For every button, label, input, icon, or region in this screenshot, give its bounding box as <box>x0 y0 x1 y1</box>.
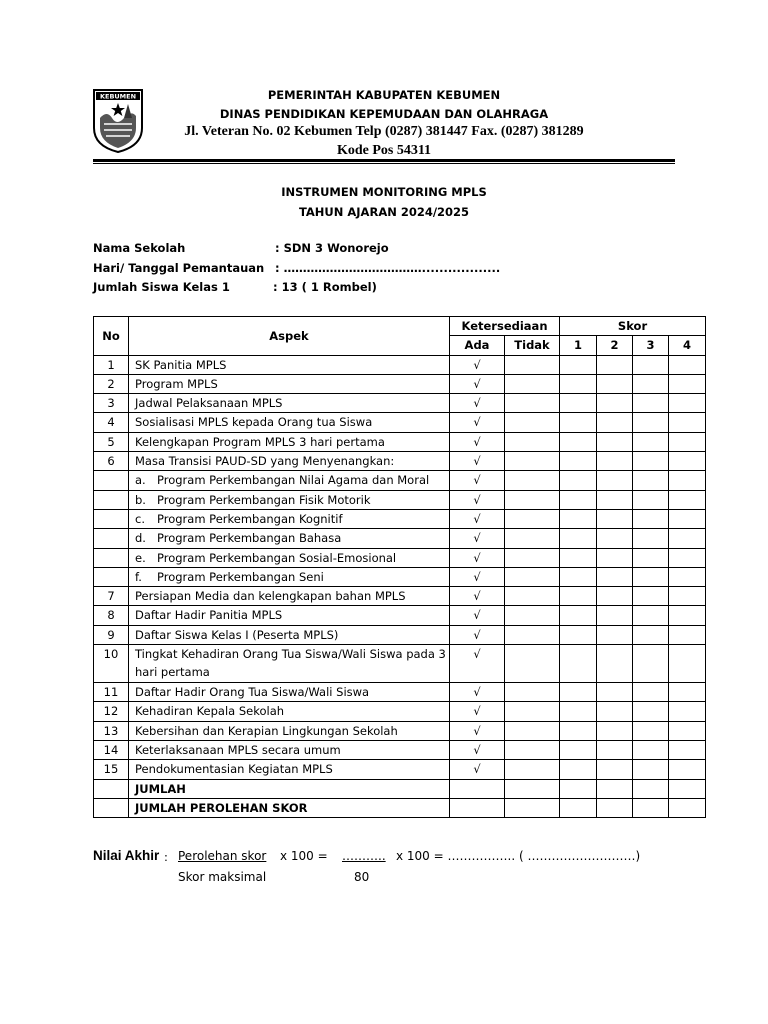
row-skor-2 <box>597 548 633 567</box>
row-aspek <box>129 567 450 586</box>
row-skor-2 <box>597 702 633 721</box>
header-ketersediaan: Ketersediaan <box>450 317 560 336</box>
table-row <box>94 587 706 606</box>
row-skor-4 <box>669 355 706 374</box>
row-aspek <box>129 471 450 490</box>
header-address: Jl. Veteran No. 02 Kebumen Telp (0287) 381447 Fax. (0287) 381289 <box>184 124 584 139</box>
row-aspek <box>129 529 450 548</box>
header-skor-2: 2 <box>597 336 633 355</box>
table-row <box>94 645 706 683</box>
row-skor-4 <box>669 394 706 413</box>
row-aspek <box>129 432 450 451</box>
header-rule-thick <box>93 159 675 162</box>
table-row <box>94 740 706 759</box>
row-skor-1 <box>560 645 597 683</box>
jumlah-row <box>94 779 706 798</box>
nilai-akhir-label: Nilai Akhir <box>93 848 160 863</box>
nilai-numerator: Perolehan skor <box>178 849 267 863</box>
table-row <box>94 452 706 471</box>
row-tidak <box>505 625 560 644</box>
header-skor: Skor <box>560 317 706 336</box>
table-row <box>94 413 706 432</box>
row-no: 14 <box>94 740 129 759</box>
monitoring-table <box>93 316 706 818</box>
row-ada-check: √ <box>450 374 505 393</box>
row-no <box>94 567 129 586</box>
row-skor-1 <box>560 760 597 779</box>
logo-text: KEBUMEN <box>99 92 137 101</box>
row-no <box>94 471 129 490</box>
nilai-result: x 100 = …………….. ( ………………………) <box>396 849 641 863</box>
row-skor-1 <box>560 567 597 586</box>
row-ada-check: √ <box>450 645 505 683</box>
row-tidak <box>505 721 560 740</box>
row-aspek-text: Program MPLS <box>135 376 218 391</box>
row-skor-2 <box>597 529 633 548</box>
row-no: 15 <box>94 760 129 779</box>
row-ada-check: √ <box>450 625 505 644</box>
row-ada-check: √ <box>450 740 505 759</box>
row-skor-4 <box>669 721 706 740</box>
jumlah-label: JUMLAH <box>129 779 450 798</box>
row-ada-check: √ <box>450 413 505 432</box>
row-skor-4 <box>669 452 706 471</box>
row-tidak <box>505 548 560 567</box>
row-no: 7 <box>94 587 129 606</box>
table-row <box>94 567 706 586</box>
row-skor-3 <box>633 740 669 759</box>
nilai-blank: ……….. <box>342 849 386 863</box>
header-no: No <box>94 317 129 356</box>
row-ada-check: √ <box>450 721 505 740</box>
row-ada-check: √ <box>450 471 505 490</box>
row-skor-3 <box>633 587 669 606</box>
table-row <box>94 625 706 644</box>
document-title: INSTRUMEN MONITORING MPLS <box>281 185 487 199</box>
row-aspek-text: Daftar Hadir Orang Tua Siswa/Wali Siswa <box>135 685 370 700</box>
row-aspek <box>129 509 450 528</box>
row-no: 4 <box>94 413 129 432</box>
row-skor-4 <box>669 529 706 548</box>
row-skor-1 <box>560 606 597 625</box>
row-skor-2 <box>597 471 633 490</box>
row-aspek-text: Program Perkembangan Fisik Motorik <box>157 492 371 507</box>
jumlah-perolehan-label: JUMLAH PEROLEHAN SKOR <box>129 798 450 817</box>
row-skor-3 <box>633 760 669 779</box>
row-tidak <box>505 471 560 490</box>
row-skor-2 <box>597 683 633 702</box>
row-sub-letter: b. <box>135 492 146 507</box>
row-ada-check: √ <box>450 490 505 509</box>
header-line-2: DINAS PENDIDIKAN KEPEMUDAAN DAN OLAHRAGA <box>219 107 549 121</box>
row-skor-1 <box>560 721 597 740</box>
row-tidak <box>505 394 560 413</box>
row-skor-1 <box>560 509 597 528</box>
date-label: Hari/ Tanggal Pemantauan <box>93 261 265 275</box>
row-skor-2 <box>597 587 633 606</box>
row-ada-check: √ <box>450 548 505 567</box>
row-tidak <box>505 587 560 606</box>
row-tidak <box>505 374 560 393</box>
row-aspek <box>129 548 450 567</box>
row-skor-1 <box>560 374 597 393</box>
row-skor-1 <box>560 740 597 759</box>
header-ada: Ada <box>450 336 505 355</box>
header-tidak: Tidak <box>505 336 560 355</box>
row-skor-2 <box>597 606 633 625</box>
row-no <box>94 509 129 528</box>
row-skor-2 <box>597 645 633 683</box>
header-rule-thin <box>93 163 675 164</box>
row-skor-3 <box>633 548 669 567</box>
row-aspek <box>129 760 450 779</box>
row-aspek-text: Kebersihan dan Kerapian Lingkungan Sekolah <box>135 723 398 738</box>
row-ada-check: √ <box>450 432 505 451</box>
row-no: 6 <box>94 452 129 471</box>
row-tidak <box>505 606 560 625</box>
row-tidak <box>505 567 560 586</box>
row-skor-2 <box>597 452 633 471</box>
row-tidak <box>505 413 560 432</box>
table-row <box>94 394 706 413</box>
header-aspek: Aspek <box>129 317 450 356</box>
row-no <box>94 490 129 509</box>
row-skor-4 <box>669 702 706 721</box>
row-skor-1 <box>560 355 597 374</box>
students-label: Jumlah Siswa Kelas 1 <box>93 280 230 294</box>
row-skor-3 <box>633 490 669 509</box>
row-skor-3 <box>633 567 669 586</box>
row-skor-1 <box>560 471 597 490</box>
row-skor-1 <box>560 452 597 471</box>
header-skor-1: 1 <box>560 336 597 355</box>
row-aspek <box>129 490 450 509</box>
row-ada-check: √ <box>450 529 505 548</box>
row-aspek <box>129 740 450 759</box>
row-tidak <box>505 645 560 683</box>
row-skor-1 <box>560 548 597 567</box>
row-skor-1 <box>560 529 597 548</box>
row-tidak <box>505 432 560 451</box>
row-skor-1 <box>560 432 597 451</box>
row-skor-1 <box>560 625 597 644</box>
row-skor-4 <box>669 587 706 606</box>
row-aspek-text: SK Panitia MPLS <box>135 357 227 372</box>
row-no: 8 <box>94 606 129 625</box>
row-no: 12 <box>94 702 129 721</box>
row-skor-3 <box>633 721 669 740</box>
row-ada-check: √ <box>450 606 505 625</box>
nilai-max: 80 <box>354 870 370 884</box>
row-skor-4 <box>669 374 706 393</box>
row-skor-4 <box>669 432 706 451</box>
row-sub-letter: e. <box>135 550 146 565</box>
row-tidak <box>505 760 560 779</box>
school-value: : SDN 3 Wonorejo <box>275 241 389 255</box>
row-aspek-text: Daftar Hadir Panitia MPLS <box>135 608 283 623</box>
row-no: 5 <box>94 432 129 451</box>
row-ada-check: √ <box>450 567 505 586</box>
row-skor-4 <box>669 471 706 490</box>
row-no: 10 <box>94 645 129 683</box>
row-aspek-text: Program Perkembangan Bahasa <box>157 531 342 546</box>
row-aspek-text: Jadwal Pelaksanaan MPLS <box>135 396 283 411</box>
row-aspek-text: Daftar Siswa Kelas I (Peserta MPLS) <box>135 627 339 642</box>
kebumen-logo <box>92 88 144 154</box>
header-skor-3: 3 <box>633 336 669 355</box>
row-skor-4 <box>669 490 706 509</box>
row-aspek-text: Pendokumentasian Kegiatan MPLS <box>135 762 333 777</box>
row-aspek <box>129 702 450 721</box>
row-skor-3 <box>633 683 669 702</box>
row-aspek <box>129 683 450 702</box>
row-no: 2 <box>94 374 129 393</box>
row-skor-2 <box>597 509 633 528</box>
row-skor-4 <box>669 625 706 644</box>
row-ada-check: √ <box>450 394 505 413</box>
row-aspek-text: Keterlaksanaan MPLS secara umum <box>135 742 341 757</box>
table-row <box>94 721 706 740</box>
row-ada-check: √ <box>450 587 505 606</box>
row-aspek-text: Program Perkembangan Seni <box>157 569 324 584</box>
row-tidak <box>505 529 560 548</box>
row-tidak <box>505 509 560 528</box>
row-skor-2 <box>597 413 633 432</box>
row-skor-2 <box>597 490 633 509</box>
students-value: : 13 ( 1 Rombel) <box>273 280 377 294</box>
row-ada-check: √ <box>450 760 505 779</box>
row-tidak <box>505 452 560 471</box>
row-sub-letter: f. <box>135 569 142 584</box>
table-row <box>94 548 706 567</box>
row-no: 9 <box>94 625 129 644</box>
row-ada-check: √ <box>450 683 505 702</box>
row-skor-1 <box>560 587 597 606</box>
row-aspek-text: Program Perkembangan Kognitif <box>157 511 343 526</box>
row-ada-check: √ <box>450 452 505 471</box>
nilai-times-1: x 100 = <box>280 849 328 863</box>
row-skor-3 <box>633 702 669 721</box>
table-row <box>94 606 706 625</box>
table-row <box>94 355 706 374</box>
row-skor-4 <box>669 760 706 779</box>
row-aspek <box>129 355 450 374</box>
row-skor-4 <box>669 645 706 683</box>
row-aspek <box>129 394 450 413</box>
row-skor-2 <box>597 625 633 644</box>
row-aspek-text: Sosialisasi MPLS kepada Orang tua Siswa <box>135 415 373 430</box>
row-skor-1 <box>560 683 597 702</box>
row-skor-3 <box>633 509 669 528</box>
row-aspek <box>129 645 450 683</box>
row-aspek-text: Program Perkembangan Sosial-Emosional <box>157 550 397 565</box>
row-skor-2 <box>597 740 633 759</box>
date-value: : ……………………………….................. <box>275 261 501 275</box>
row-aspek <box>129 721 450 740</box>
row-aspek <box>129 587 450 606</box>
table-row <box>94 529 706 548</box>
row-skor-3 <box>633 374 669 393</box>
row-skor-4 <box>669 548 706 567</box>
row-aspek <box>129 413 450 432</box>
row-skor-4 <box>669 567 706 586</box>
row-skor-4 <box>669 509 706 528</box>
row-ada-check: √ <box>450 509 505 528</box>
row-aspek-text: Masa Transisi PAUD-SD yang Menyenangkan: <box>135 454 395 469</box>
row-skor-4 <box>669 413 706 432</box>
row-skor-1 <box>560 702 597 721</box>
row-no: 11 <box>94 683 129 702</box>
row-no <box>94 529 129 548</box>
table-row <box>94 374 706 393</box>
row-skor-3 <box>633 625 669 644</box>
row-skor-1 <box>560 490 597 509</box>
row-no <box>94 548 129 567</box>
row-skor-1 <box>560 394 597 413</box>
row-ada-check: √ <box>450 355 505 374</box>
row-skor-3 <box>633 432 669 451</box>
nilai-colon: : <box>164 850 168 864</box>
table-row <box>94 683 706 702</box>
row-tidak <box>505 355 560 374</box>
school-label: Nama Sekolah <box>93 241 186 255</box>
row-skor-3 <box>633 529 669 548</box>
row-skor-2 <box>597 394 633 413</box>
row-no: 3 <box>94 394 129 413</box>
row-aspek-text: Program Perkembangan Nilai Agama dan Moral <box>157 473 430 488</box>
row-skor-2 <box>597 432 633 451</box>
table-row <box>94 509 706 528</box>
row-skor-3 <box>633 394 669 413</box>
row-skor-1 <box>560 413 597 432</box>
row-aspek <box>129 625 450 644</box>
row-skor-3 <box>633 471 669 490</box>
table-row <box>94 432 706 451</box>
header-line-1: PEMERINTAH KABUPATEN KEBUMEN <box>267 88 501 102</box>
row-tidak <box>505 490 560 509</box>
table-row <box>94 471 706 490</box>
table-row <box>94 490 706 509</box>
row-aspek-text: Kehadiran Kepala Sekolah <box>135 704 285 719</box>
table-header-row <box>94 317 706 336</box>
row-skor-4 <box>669 740 706 759</box>
row-tidak <box>505 702 560 721</box>
row-aspek <box>129 606 450 625</box>
row-sub-letter: d. <box>135 531 146 546</box>
header-skor-4: 4 <box>669 336 706 355</box>
table-body <box>94 355 706 779</box>
row-tidak <box>505 683 560 702</box>
row-skor-4 <box>669 683 706 702</box>
row-sub-letter: a. <box>135 473 146 488</box>
row-skor-2 <box>597 721 633 740</box>
row-aspek <box>129 452 450 471</box>
row-skor-3 <box>633 413 669 432</box>
row-skor-4 <box>669 606 706 625</box>
table-row <box>94 702 706 721</box>
jumlah-perolehan-row <box>94 798 706 817</box>
row-skor-2 <box>597 567 633 586</box>
row-skor-2 <box>597 760 633 779</box>
table-row <box>94 760 706 779</box>
row-no: 1 <box>94 355 129 374</box>
row-skor-3 <box>633 355 669 374</box>
row-skor-2 <box>597 355 633 374</box>
row-skor-3 <box>633 452 669 471</box>
nilai-denominator: Skor maksimal <box>178 870 267 884</box>
row-aspek <box>129 374 450 393</box>
row-aspek-text: Persiapan Media dan kelengkapan bahan MPLS <box>135 589 406 604</box>
header-postcode: Kode Pos 54311 <box>336 143 432 158</box>
row-skor-3 <box>633 606 669 625</box>
document-subtitle: TAHUN AJARAN 2024/2025 <box>298 205 470 219</box>
row-no: 13 <box>94 721 129 740</box>
row-tidak <box>505 740 560 759</box>
row-skor-3 <box>633 645 669 683</box>
row-aspek-text: Tingkat Kehadiran Orang Tua Siswa/Wali Siswa pada 3 hari pertama <box>135 647 446 680</box>
row-aspek-text: Kelengkapan Program MPLS 3 hari pertama <box>135 434 385 449</box>
row-skor-2 <box>597 374 633 393</box>
row-ada-check: √ <box>450 702 505 721</box>
row-sub-letter: c. <box>135 511 145 526</box>
